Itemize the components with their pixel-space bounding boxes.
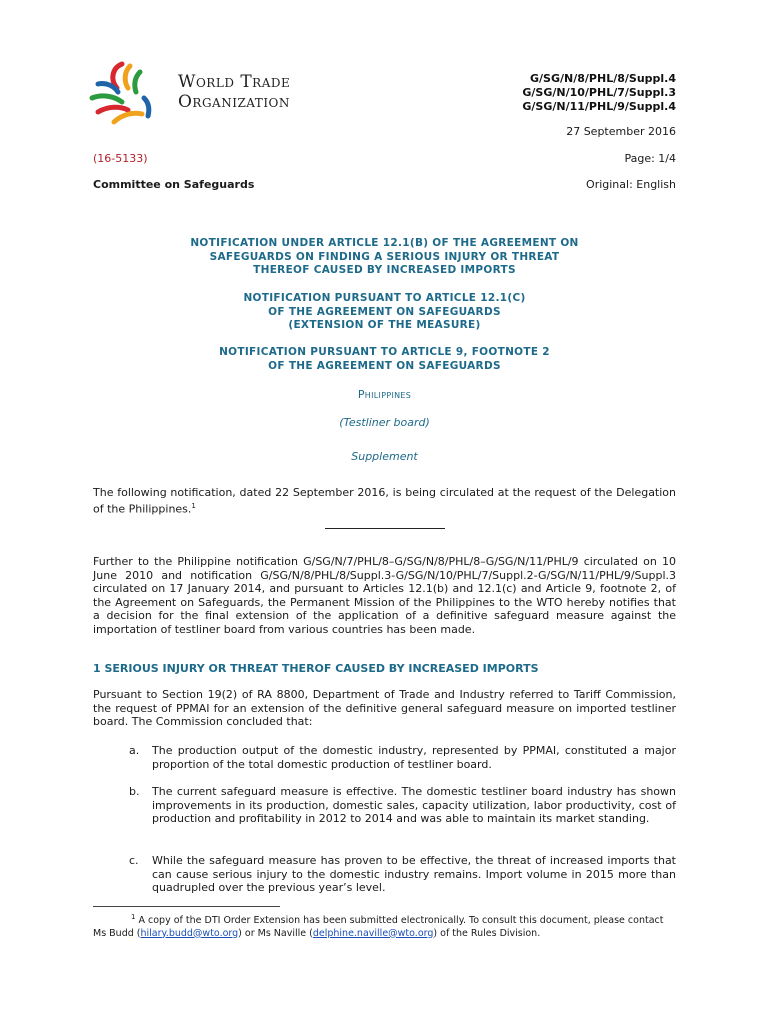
paragraph-further: Further to the Philippine notification G/SG/N/7/PHL/8–G/SG/N/8/PHL/8–G/SG/N/11/PHL/9 circulated on 10 June 2010 and notification G/SG/N/8/PHL/8/Suppl.3-G/SG/N/10/PHL/7/Suppl.2-G/SG/N/11/PHL/9/Suppl.3 circulated on 17 January 2014, and pursuant to Articles 12.1(b) and 12.1(c) and Article 9, footnote 2, of the Agreement on Safeguards, the Permanent Mission of the Philippines to the WTO hereby notifies that a decision for the final extension of the application of a definitive safeguard measure against the importation of testliner board from various countries has been made. — [93, 555, 676, 636]
page-number: Page: 1/4 — [624, 152, 676, 165]
heading-line: NOTIFICATION PURSUANT TO ARTICLE 9, FOOTNOTE 2 — [219, 346, 550, 358]
section-1-title: 1 SERIOUS INJURY OR THREAT THEROF CAUSED BY INCREASED IMPORTS — [93, 662, 539, 675]
symbol-line: G/SG/N/8/PHL/8/Suppl.4 — [530, 72, 676, 85]
heading-line: OF THE AGREEMENT ON SAFEGUARDS — [268, 359, 501, 372]
list-item-text: While the safeguard measure has proven to be effective, the threat of increased imports that can cause serious injury to the domestic industry remains. Import volume in 2015 more than quadrupled over the previous year’s level. — [152, 854, 676, 895]
supplement-label: Supplement — [351, 450, 418, 463]
footnote-text: ) or Ms Naville ( — [238, 927, 313, 939]
org-line-1: World Trade — [178, 72, 291, 92]
organization-name — [178, 72, 290, 112]
heading-line: SAFEGUARDS ON FINDING A SERIOUS INJURY OR THREAT — [209, 250, 560, 263]
footnote-number: 1 — [131, 913, 136, 921]
footnote-text: ) of the Rules Division. — [433, 927, 541, 939]
product-name: (Testliner board) — [339, 416, 430, 429]
symbol-line: G/SG/N/11/PHL/9/Suppl.4 — [522, 100, 676, 113]
heading-notification-12-1b — [93, 237, 676, 278]
footnote-text: A copy of the DTI Order Extension has been submitted electronically. To consult this document, please contact Ms Budd ( — [93, 915, 664, 939]
list-item-text: The current safeguard measure is effective. The domestic testliner board industry has shown improvements in its production, domestic sales, capacity utilization, labor productivity, cost of production and profitability in 2012 to 2014 and was able to maintain its market standing. — [152, 785, 676, 826]
footnote-ref[interactable]: 1 — [191, 501, 196, 510]
heading-line: NOTIFICATION PURSUANT TO ARTICLE 12.1(C) — [243, 292, 526, 304]
heading-line: NOTIFICATION UNDER ARTICLE 12.1(B) OF THE AGREEMENT ON — [190, 237, 579, 249]
list-item-label: a. — [129, 744, 140, 757]
document-number: (16-5133) — [93, 152, 148, 165]
list-item-label: c. — [129, 854, 139, 867]
committee-name: Committee on Safeguards — [93, 178, 255, 191]
list-item-label: b. — [129, 785, 140, 798]
intro-paragraph: The following notification, dated 22 September 2016, is being circulated at the request of the Delegation of the Philippines.$^1$ — [93, 486, 676, 516]
list-item — [129, 854, 676, 895]
heading-line: OF THE AGREEMENT ON SAFEGUARDS — [268, 305, 501, 318]
list-item — [129, 785, 676, 826]
heading-notification-12-1c — [93, 292, 676, 333]
list-item — [129, 744, 676, 771]
heading-notification-article-9 — [93, 346, 676, 373]
email-link-budd[interactable]: hilary.budd@wto.org — [140, 927, 239, 939]
heading-line: (EXTENSION OF THE MEASURE) — [288, 319, 481, 331]
divider — [325, 528, 445, 529]
email-link-naville[interactable]: delphine.naville@wto.org — [312, 927, 434, 939]
document-symbols — [522, 72, 676, 114]
paragraph-pursuant: Pursuant to Section 19(2) of RA 8800, Department of Trade and Industry referred to Tariff Commission, the request of PPMAI for an extension of the definitive general safeguard measure on imported testliner board. The Commission concluded that: — [93, 688, 676, 729]
wto-logo-icon — [84, 58, 164, 128]
country-name: Philippines — [357, 388, 412, 401]
org-line-2: Organization — [178, 92, 290, 112]
document-date: 27 September 2016 — [566, 125, 676, 138]
symbol-line: G/SG/N/10/PHL/7/Suppl.3 — [522, 86, 676, 99]
heading-line: THEREOF CAUSED BY INCREASED IMPORTS — [253, 264, 516, 276]
footnote-divider — [93, 906, 280, 907]
footnote — [93, 911, 676, 940]
original-language: Original: English — [586, 178, 676, 191]
list-item-text: The production output of the domestic industry, represented by PPMAI, constituted a major proportion of the total domestic production of testliner board. — [152, 744, 676, 771]
